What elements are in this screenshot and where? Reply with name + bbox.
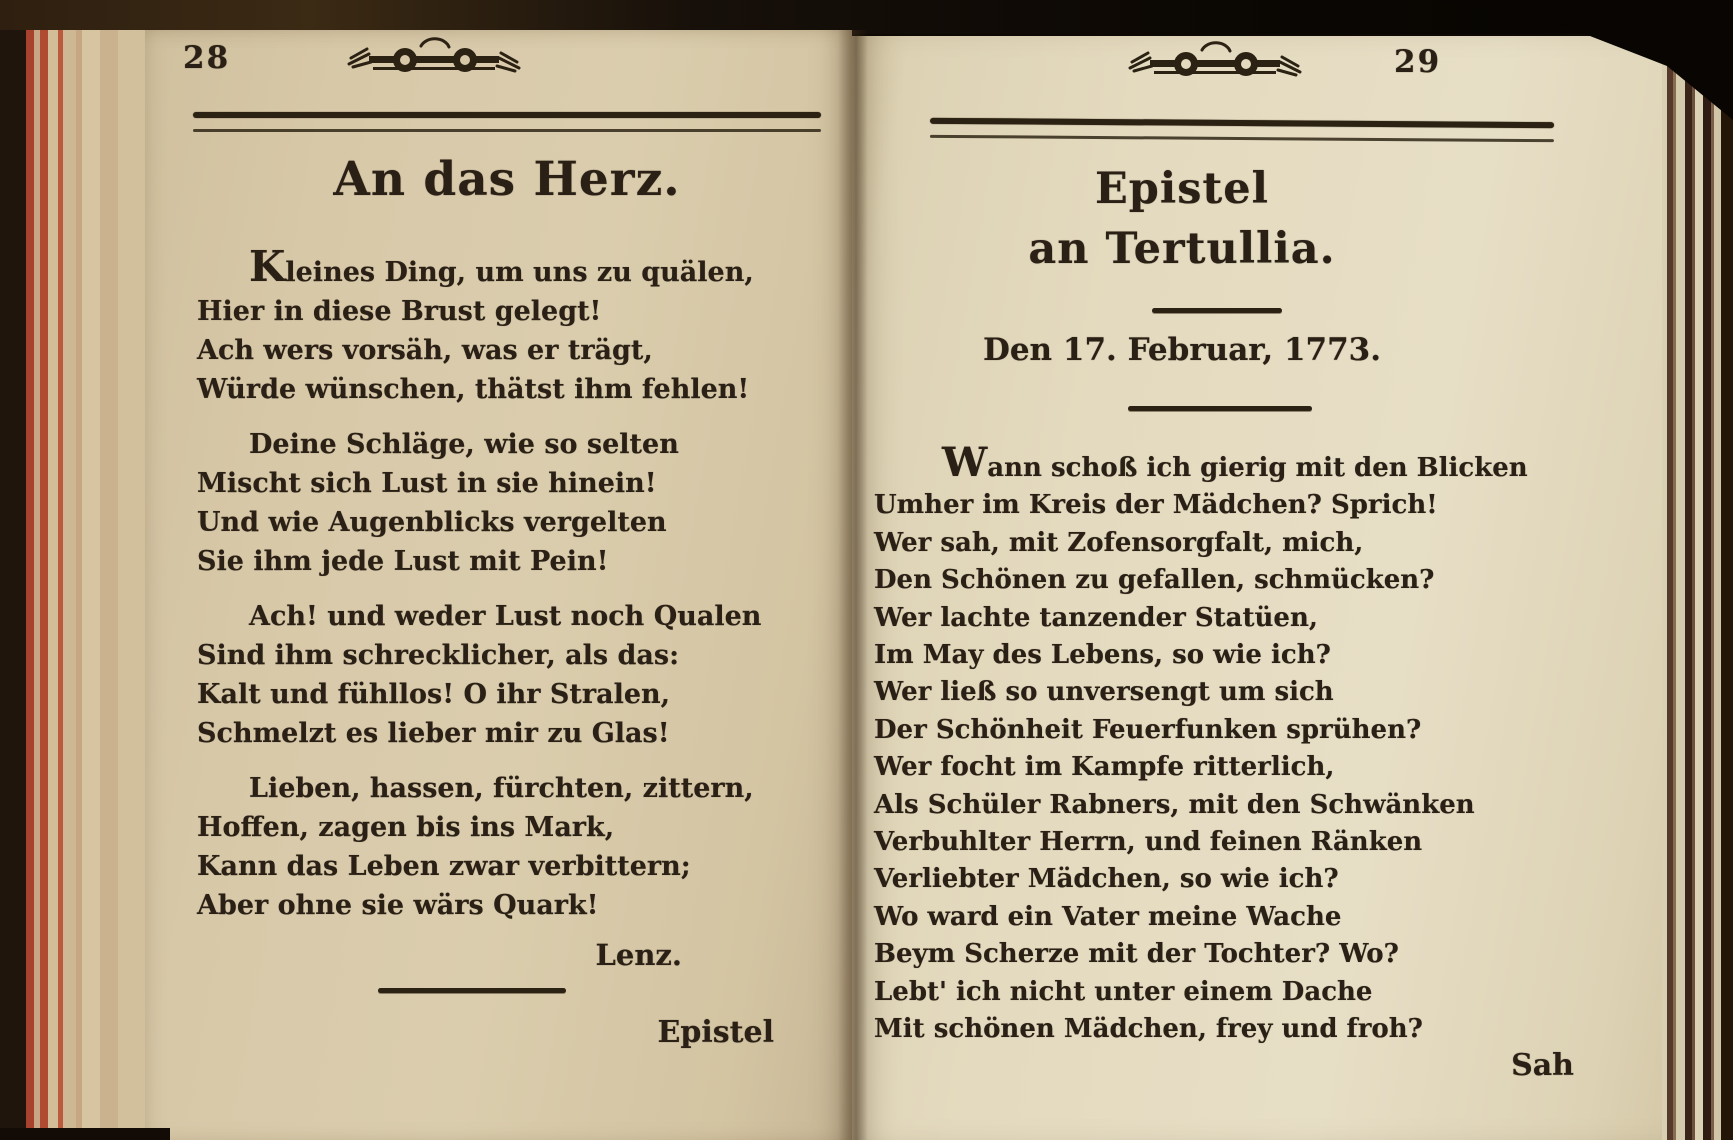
stanza	[197, 769, 837, 925]
floral-rule-ornament-icon	[343, 34, 525, 86]
poem-line: Den Schönen zu gefallen, schmücken?	[874, 565, 1435, 596]
poem-line: Wer focht im Kampfe ritterlich,	[874, 752, 1335, 783]
poem-title-left: An das Herz.	[333, 152, 681, 207]
poem-line: Beym Scherze mit der Tochter? Wo?	[874, 939, 1399, 970]
poem-line: Verliebter Mädchen, so wie ich?	[874, 864, 1339, 895]
date-rule-top	[1152, 308, 1282, 313]
poem-line: Wo ward ein Vater meine Wache	[874, 901, 1342, 932]
stanza	[197, 242, 837, 409]
poem-line: Schmelzt es lieber mir zu Glas!	[197, 718, 670, 749]
poem-line: Wer ließ so unversengt um sich	[874, 677, 1334, 708]
poem-title-right-line1: Epistel	[1095, 164, 1269, 214]
poem-line: Sie ihm jede Lust mit Pein!	[197, 546, 609, 577]
page-number-right: 29	[1394, 44, 1442, 80]
page-right	[852, 36, 1662, 1140]
poem-line: Und wie Augenblicks vergelten	[197, 507, 667, 538]
poem-line: Kleines Ding, um uns zu quälen,	[249, 242, 754, 291]
poem-line: Verbuhlter Herrn, und feinen Ränken	[874, 827, 1423, 858]
date-rule-bottom	[1128, 406, 1312, 411]
poem-line: Wer lachte tanzender Statüen,	[874, 602, 1318, 633]
poem-line: Lebt' ich nicht unter einem Dache	[874, 976, 1373, 1007]
poem-line: Umher im Kreis der Mädchen? Sprich!	[874, 490, 1438, 521]
poem-line: Sind ihm schrecklicher, als das:	[197, 640, 680, 671]
poem-line: Kann das Leben zwar verbittern;	[197, 851, 691, 882]
right-page-stack-edge	[1661, 48, 1733, 1140]
page-left	[145, 30, 852, 1140]
dateline: Den 17. Februar, 1773.	[982, 332, 1382, 368]
catchword-right: Sah	[1511, 1048, 1574, 1083]
poem-left	[197, 242, 837, 941]
poem-right	[874, 438, 1528, 1049]
poem-line: Hoffen, zagen bis ins Mark,	[197, 812, 615, 843]
section-end-rule	[378, 988, 566, 993]
left-page-stack-edge	[0, 30, 145, 1140]
poem-line: Lieben, hassen, fürchten, zittern,	[249, 773, 754, 804]
poem-line: Kalt und fühllos! O ihr Stralen,	[197, 679, 671, 710]
poem-line: Wann schoß ich gierig mit den Blicken	[942, 438, 1528, 486]
poem-title-right-line2: an Tertullia.	[1028, 224, 1336, 274]
poem-line: Würde wünschen, thätst ihm fehlen!	[197, 374, 750, 405]
poem-line: Ach! und weder Lust noch Qualen	[249, 601, 762, 632]
poem-line: Als Schüler Rabners, mit den Schwänken	[874, 789, 1475, 820]
header-double-rule	[193, 112, 821, 132]
poem-line: Wer sah, mit Zofensorgfalt, mich,	[874, 527, 1364, 558]
page-gutter-shadow	[838, 30, 868, 1140]
poem-line: Im May des Lebens, so wie ich?	[874, 640, 1331, 671]
stanza	[197, 425, 837, 581]
background-corner-bottom-left	[0, 1128, 170, 1140]
poem-line: Hier in diese Brust gelegt!	[197, 296, 602, 327]
poem-line: Der Schönheit Feuerfunken sprühen?	[874, 714, 1422, 745]
page-number-left: 28	[183, 40, 231, 76]
poem-line: Ach wers vorsäh, was er trägt,	[197, 335, 653, 366]
poem-line: Aber ohne sie wärs Quark!	[197, 890, 599, 921]
floral-rule-ornament-icon	[1124, 38, 1306, 90]
author-signature: Lenz.	[595, 938, 682, 972]
catchword-left: Epistel	[657, 1015, 774, 1050]
header-double-rule	[930, 118, 1554, 142]
poem-line: Mischt sich Lust in sie hinein!	[197, 468, 657, 499]
poem-line: Deine Schläge, wie so selten	[249, 429, 679, 460]
stanza	[197, 597, 837, 753]
poem-line: Mit schönen Mädchen, frey und froh?	[874, 1014, 1423, 1045]
